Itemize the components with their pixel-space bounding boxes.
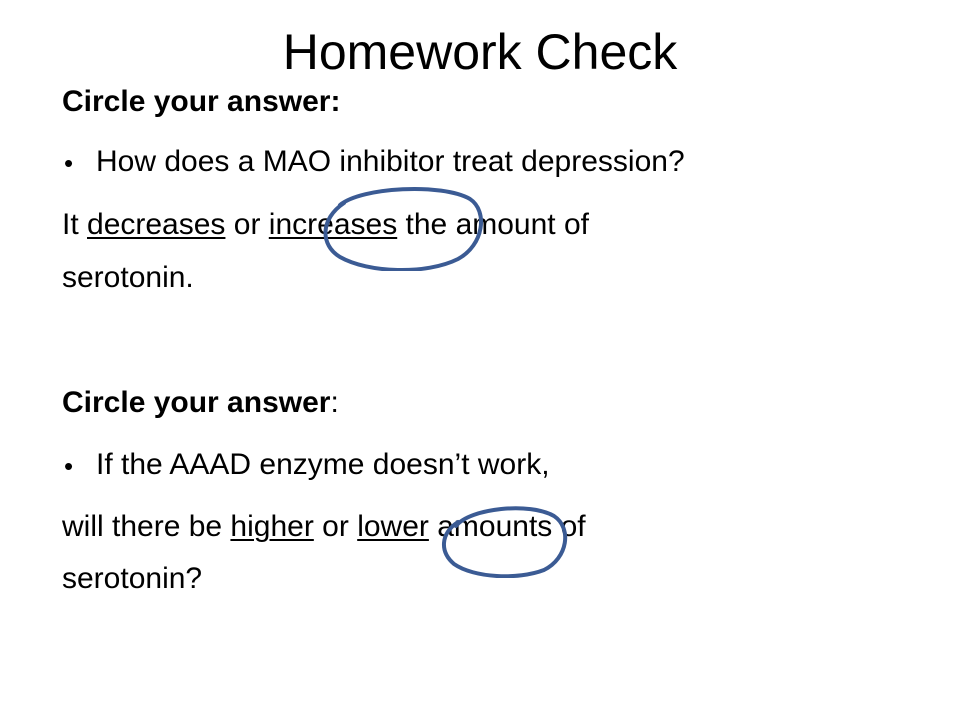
section2-heading — [62, 383, 339, 423]
circle-stroke — [444, 508, 565, 576]
section1-heading: Circle your answer: — [62, 85, 341, 118]
option-decreases[interactable]: decreases — [87, 208, 226, 241]
option-higher[interactable]: higher — [230, 510, 314, 543]
section2-heading-tail: : — [330, 386, 339, 419]
slide-title: Homework Check — [282, 24, 678, 80]
section1-question: How does a MAO inhibitor treat depression? — [96, 145, 685, 178]
section1-bullet: • — [64, 148, 74, 178]
section2-answer-prefix: will there be — [62, 510, 231, 543]
option-lower[interactable]: lower — [357, 510, 429, 543]
section2-answer-suffix: amounts of — [428, 510, 586, 543]
section2-heading-bold: Circle your answer — [62, 386, 331, 419]
section2-question: If the AAAD enzyme doesn’t work, — [96, 448, 550, 481]
circle-stroke — [325, 189, 481, 270]
section1-answer-prefix: It — [62, 208, 88, 241]
section2-answer-line2: serotonin? — [62, 562, 203, 595]
section2-conj: or — [313, 510, 358, 543]
section1-answer-line2: serotonin. — [62, 261, 194, 294]
answer-circle-increases — [318, 183, 486, 271]
answer-circle-lower — [438, 502, 570, 578]
section2-bullet: • — [64, 451, 74, 481]
section1-conj: or — [225, 208, 269, 241]
option-increases[interactable]: increases — [268, 208, 398, 241]
section1-answer-suffix: the amount of — [397, 208, 589, 241]
